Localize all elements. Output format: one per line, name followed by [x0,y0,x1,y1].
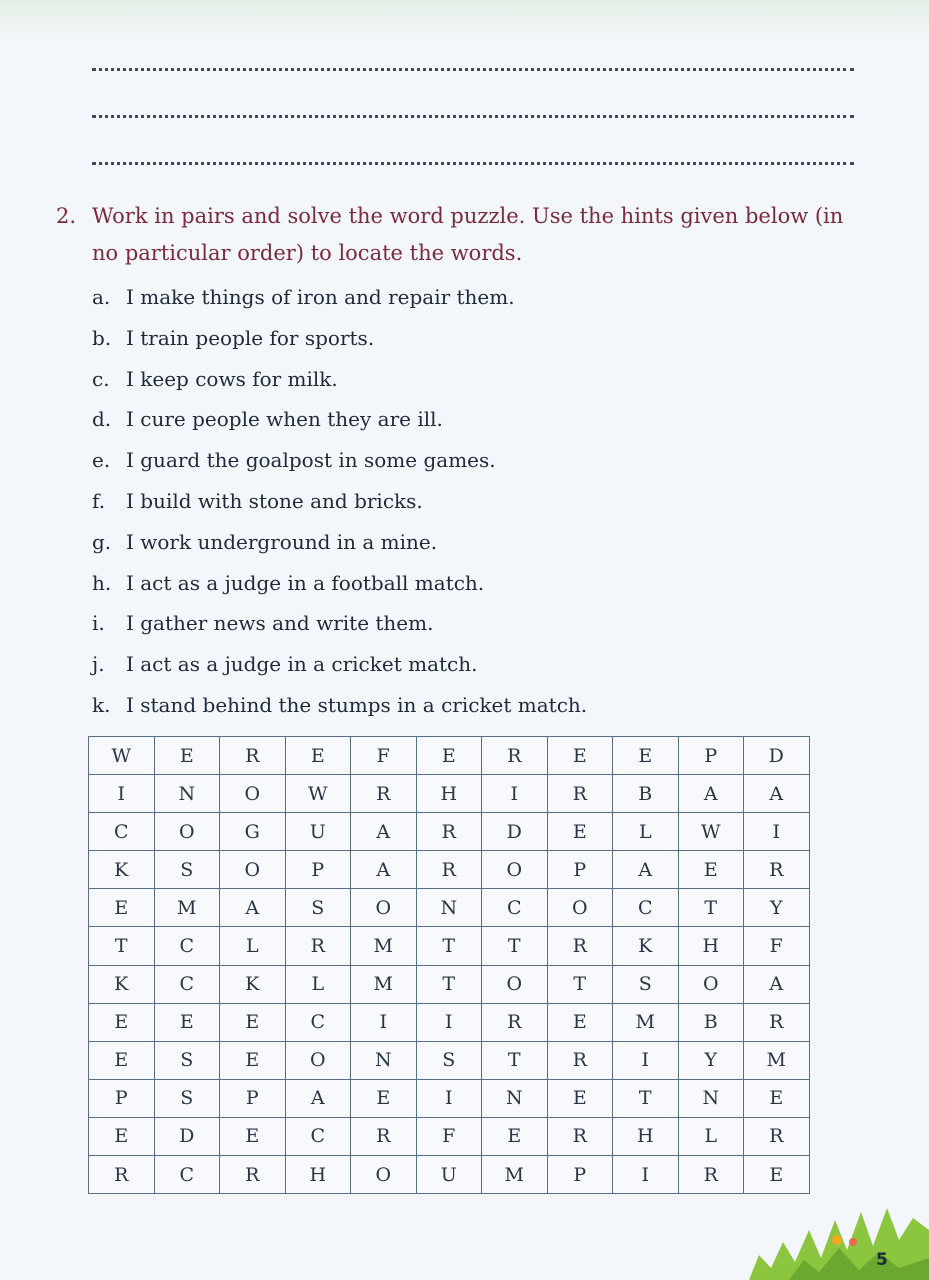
hint-letter: f. [92,488,106,513]
grid-cell[interactable]: P [547,1156,613,1194]
grid-cell[interactable]: R [547,1117,613,1155]
grid-cell[interactable]: I [89,775,155,813]
hint-letter: i. [92,611,105,636]
grid-cell[interactable]: M [154,889,220,927]
grid-cell[interactable]: R [547,1041,613,1079]
question-text: Work in pairs and solve the word puzzle. Use the hints given below (in no particular order) to locate the words. [92,204,844,265]
grass-decoration [749,1200,929,1280]
grid-cell[interactable]: Y [744,889,810,927]
grid-cell[interactable]: C [154,927,220,965]
grid-cell[interactable]: M [482,1156,548,1194]
grid-cell[interactable]: T [547,965,613,1003]
grid-cell[interactable]: E [89,889,155,927]
hint-item [92,277,852,318]
hint-text: I stand behind the stumps in a cricket match. [126,692,588,717]
grid-cell[interactable]: C [154,965,220,1003]
grid-cell[interactable]: H [416,775,482,813]
grid-cell[interactable]: D [744,737,810,775]
grid-row [89,775,810,813]
grid-cell[interactable]: E [678,851,744,889]
grid-row [89,1156,810,1194]
hint-text: I build with stone and bricks. [126,488,423,513]
question-number: 2. [56,204,77,228]
grid-cell[interactable]: I [613,1041,679,1079]
grid-cell[interactable]: R [89,1156,155,1194]
grid-row [89,851,810,889]
grid-cell[interactable]: D [154,1117,220,1155]
grid-cell[interactable]: C [482,889,548,927]
grid-cell[interactable]: E [547,813,613,851]
grid-cell[interactable]: O [482,851,548,889]
grid-cell[interactable]: N [154,775,220,813]
grid-cell[interactable]: C [613,889,679,927]
grid-cell[interactable]: E [220,1003,286,1041]
grid-cell[interactable]: T [678,889,744,927]
grid-cell[interactable]: K [220,965,286,1003]
grid-cell[interactable]: R [351,775,417,813]
grid-cell[interactable]: R [220,737,286,775]
grid-cell[interactable]: I [613,1156,679,1194]
grid-cell[interactable]: L [613,813,679,851]
grid-cell[interactable]: U [285,813,351,851]
grid-cell[interactable]: G [220,813,286,851]
grid-cell[interactable]: R [744,1117,810,1155]
grid-row [89,813,810,851]
grid-cell[interactable]: W [89,737,155,775]
grid-cell[interactable]: S [285,889,351,927]
grid-cell[interactable]: E [154,1003,220,1041]
grid-cell[interactable]: R [482,737,548,775]
grid-cell[interactable]: K [89,965,155,1003]
grid-cell[interactable]: M [351,965,417,1003]
grid-row [89,1041,810,1079]
grid-cell[interactable]: E [482,1117,548,1155]
hint-list [92,277,852,726]
word-puzzle-grid [88,736,810,1194]
grid-cell[interactable]: H [285,1156,351,1194]
hint-item [92,399,852,440]
page-number: 5 [876,1250,888,1270]
grid-cell[interactable]: A [678,775,744,813]
grid-cell[interactable]: H [613,1117,679,1155]
grid-cell[interactable]: S [613,965,679,1003]
hint-text: I cure people when they are ill. [126,407,443,432]
hint-item [92,685,852,726]
grid-cell[interactable]: P [285,851,351,889]
grid-cell[interactable]: O [220,851,286,889]
grid-row [89,889,810,927]
grid-cell[interactable]: O [220,775,286,813]
grid-cell[interactable]: R [416,851,482,889]
grid-cell[interactable]: M [351,927,417,965]
hint-letter: b. [92,325,112,350]
grid-cell[interactable]: R [285,927,351,965]
grid-cell[interactable]: E [613,737,679,775]
grid-cell[interactable]: K [613,927,679,965]
grid-cell[interactable]: L [220,927,286,965]
grid-cell[interactable]: E [351,1079,417,1117]
grid-cell[interactable]: R [547,775,613,813]
hint-item [92,563,852,604]
hint-item [92,522,852,563]
hint-item [92,603,852,644]
grid-cell[interactable]: E [89,1041,155,1079]
grid-cell[interactable]: F [351,737,417,775]
hint-item [92,481,852,522]
grid-cell[interactable]: E [547,737,613,775]
hint-text: I work underground in a mine. [126,529,438,554]
grid-cell[interactable]: F [744,927,810,965]
grid-cell[interactable]: T [613,1079,679,1117]
grid-cell[interactable]: E [220,1041,286,1079]
grid-cell[interactable]: N [482,1079,548,1117]
hint-letter: d. [92,407,112,432]
grid-cell[interactable]: M [613,1003,679,1041]
grid-cell[interactable]: R [351,1117,417,1155]
hint-letter: j. [92,652,105,677]
grid-cell[interactable]: P [547,851,613,889]
grid-cell[interactable]: O [482,965,548,1003]
grid-cell[interactable]: P [220,1079,286,1117]
grid-cell[interactable]: E [744,1156,810,1194]
answer-line [92,68,854,71]
grid-row [89,1079,810,1117]
hint-text: I keep cows for milk. [126,366,338,391]
grid-cell[interactable]: I [744,813,810,851]
grid-cell[interactable]: E [744,1079,810,1117]
grid-cell[interactable]: B [613,775,679,813]
hint-letter: c. [92,366,110,391]
grid-cell[interactable]: R [482,1003,548,1041]
grid-cell[interactable]: A [744,965,810,1003]
grid-cell[interactable]: O [154,813,220,851]
grid-cell[interactable]: R [547,927,613,965]
grid-row [89,965,810,1003]
grid-cell[interactable]: I [416,1079,482,1117]
grid-cell[interactable]: O [678,965,744,1003]
grid-cell[interactable]: O [547,889,613,927]
grid-cell[interactable]: W [678,813,744,851]
grid-cell[interactable]: S [154,851,220,889]
grid-cell[interactable]: T [89,927,155,965]
grid-cell[interactable]: R [416,813,482,851]
grid-cell[interactable]: O [351,1156,417,1194]
hint-text: I guard the goalpost in some games. [126,448,496,473]
hint-letter: e. [92,448,111,473]
grid-cell[interactable]: F [416,1117,482,1155]
hint-item [92,644,852,685]
grid-cell[interactable]: P [678,737,744,775]
grid-cell[interactable]: L [285,965,351,1003]
grid-cell[interactable]: T [482,927,548,965]
hint-text: I act as a judge in a cricket match. [126,652,478,677]
grid-cell[interactable]: B [678,1003,744,1041]
grid-cell[interactable]: E [547,1003,613,1041]
grid-cell[interactable]: A [220,889,286,927]
grid-cell[interactable]: E [285,737,351,775]
hint-item [92,359,852,400]
grid-cell[interactable]: N [351,1041,417,1079]
grid-cell[interactable]: E [154,737,220,775]
top-decorative-band [0,0,929,40]
grid-cell[interactable]: A [351,813,417,851]
grid-cell[interactable]: N [678,1079,744,1117]
hint-letter: g. [92,529,112,554]
grid-cell[interactable]: R [220,1156,286,1194]
hint-text: I gather news and write them. [126,611,434,636]
grid-cell[interactable]: E [547,1079,613,1117]
grid-cell[interactable]: I [416,1003,482,1041]
grid-cell[interactable]: R [744,851,810,889]
grid-cell[interactable]: E [416,737,482,775]
grid-cell[interactable]: A [613,851,679,889]
grid-cell[interactable]: E [220,1117,286,1155]
hint-letter: h. [92,570,112,595]
grid-cell[interactable]: C [154,1156,220,1194]
grid-cell[interactable]: R [678,1156,744,1194]
grid-cell[interactable]: S [154,1079,220,1117]
grid-row [89,1117,810,1155]
hint-text: I act as a judge in a football match. [126,570,485,595]
grid-cell[interactable]: A [351,851,417,889]
grid-cell[interactable]: I [351,1003,417,1041]
grid-cell[interactable]: D [482,813,548,851]
answer-line [92,162,854,165]
hint-text: I train people for sports. [126,325,375,350]
grid-cell[interactable]: A [285,1079,351,1117]
grid-cell[interactable]: W [285,775,351,813]
grid-cell[interactable]: Y [678,1041,744,1079]
grid-cell[interactable]: C [285,1003,351,1041]
grid-cell[interactable]: S [154,1041,220,1079]
grid-cell[interactable]: L [678,1117,744,1155]
grid-cell[interactable]: O [351,889,417,927]
grid-cell[interactable]: C [285,1117,351,1155]
hint-item [92,318,852,359]
grid-row [89,737,810,775]
hint-text: I make things of iron and repair them. [126,285,515,309]
grid-row [89,1003,810,1041]
grid-cell[interactable]: U [416,1156,482,1194]
grid-cell[interactable]: T [416,927,482,965]
grid-cell[interactable]: N [416,889,482,927]
grid-cell[interactable]: E [89,1117,155,1155]
hint-item [92,440,852,481]
grid-cell[interactable]: I [482,775,548,813]
hint-letter: k. [92,692,111,717]
answer-line [92,115,854,118]
grid-cell[interactable]: K [89,851,155,889]
grid-cell[interactable]: T [416,965,482,1003]
grid-cell[interactable]: M [744,1041,810,1079]
grid-cell[interactable]: A [744,775,810,813]
grid-cell[interactable]: O [285,1041,351,1079]
grid-cell[interactable]: T [482,1041,548,1079]
grid-cell[interactable]: C [89,813,155,851]
grid-cell[interactable]: H [678,927,744,965]
grid-cell[interactable]: S [416,1041,482,1079]
grid-row [89,927,810,965]
grid-cell[interactable]: P [89,1079,155,1117]
grid-cell[interactable]: R [744,1003,810,1041]
grid-cell[interactable]: E [89,1003,155,1041]
hint-letter: a. [92,285,111,309]
